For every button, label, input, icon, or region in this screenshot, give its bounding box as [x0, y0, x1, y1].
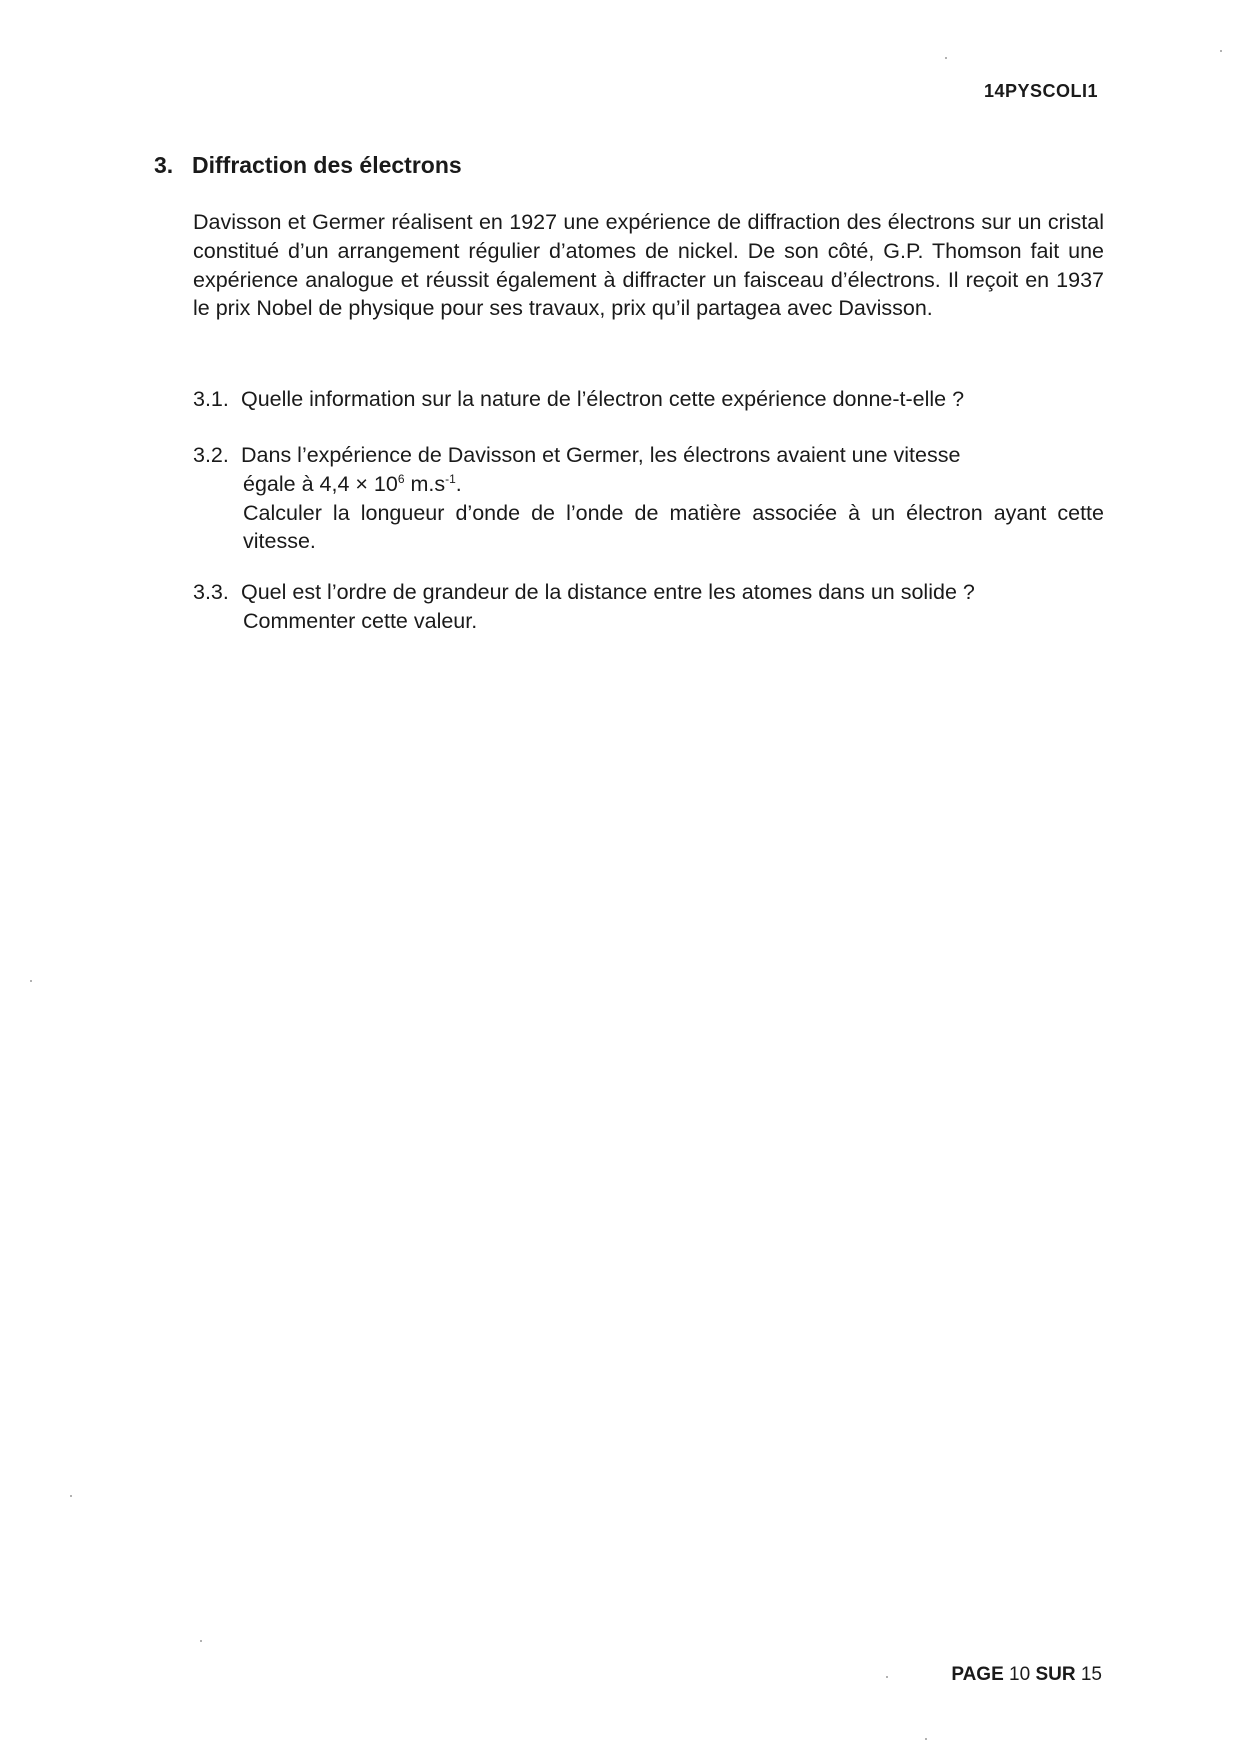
question-number: 3.2.: [193, 443, 229, 467]
scan-speck: [925, 1738, 927, 1740]
scan-speck: [886, 1676, 888, 1678]
scan-speck: [30, 980, 32, 982]
total-pages: 15: [1080, 1664, 1102, 1685]
question-first-line: [193, 578, 1104, 607]
question-number: 3.3.: [193, 580, 229, 604]
question-first-line: [193, 441, 1104, 470]
question-instruction: Calculer la longueur d’onde de l’onde de matière associée à un électron ayant cette vitesse.: [243, 500, 1104, 554]
question-3-1: [193, 385, 1104, 414]
section-number: 3.: [154, 152, 174, 178]
scan-speck: [200, 1640, 202, 1642]
question-instruction: Commenter cette valeur.: [243, 608, 478, 633]
question-text: Quel est l’ordre de grandeur de la distance entre les atomes dans un solide ?: [241, 580, 975, 604]
speed-exponent: 6: [397, 471, 405, 486]
section-title-text: Diffraction des électrons: [192, 152, 462, 178]
speed-prefix: égale à 4,4 × 10: [243, 471, 398, 496]
question-text: Quelle information sur la nature de l’électron cette expérience donne-t-elle ?: [241, 387, 965, 411]
speed-unit-exponent: -1: [445, 471, 456, 486]
page-word: PAGE: [951, 1664, 1004, 1685]
speed-end: .: [455, 471, 462, 496]
section-intro-paragraph: Davisson et Germer réalisent en 1927 une expérience de diffraction des électrons sur un cristal constitué d’un arrangement régulier d’atomes de nickel. De son côté, G.P. Thomson fait une expérience analogue et réussit également à diffracter un faisceau d’électrons. Il reçoit en 1937 le prix Nobel de physique pour ses travaux, prix qu’il partagea avec Davisson.: [193, 210, 1104, 321]
question-3-3: [193, 578, 1104, 636]
speed-unit: m.s: [404, 471, 446, 496]
section-title: [154, 152, 462, 179]
of-word: SUR: [1035, 1664, 1076, 1685]
question-number: 3.1.: [193, 387, 229, 411]
scan-speck: [70, 1495, 72, 1497]
document-code: 14PYSCOLI1: [983, 81, 1098, 101]
question-text: Dans l’expérience de Davisson et Germer, les électrons avaient une vitesse: [241, 443, 961, 467]
page-number: 10: [1009, 1664, 1031, 1685]
speed-value-line: [193, 470, 1104, 499]
page-footer: [951, 1664, 1102, 1686]
scan-speck: [1220, 50, 1222, 52]
scan-speck: [945, 57, 947, 59]
question-3-2: [193, 441, 1104, 556]
